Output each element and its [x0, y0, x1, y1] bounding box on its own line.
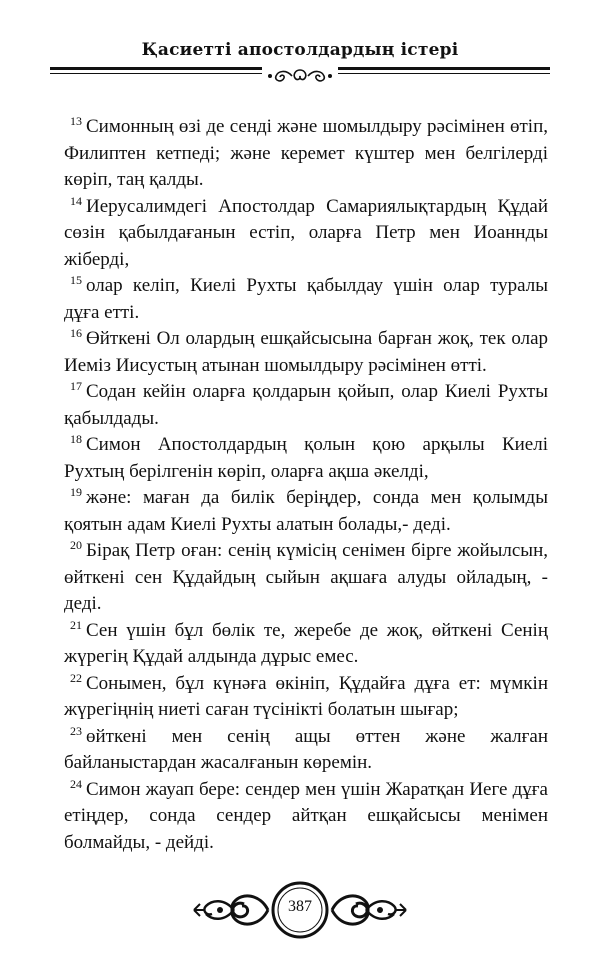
verse-15: [64, 273, 548, 326]
verse-number: 17: [70, 379, 82, 393]
verse-text: Өйткені Ол олардың ешқайсысына барған жоқ, тек олар Иеміз Иисустың атынан шомылдыру рәсімінен өтті.: [64, 328, 548, 376]
verse-24: [64, 777, 548, 857]
verse-number: 19: [70, 485, 82, 499]
verse-number: 24: [70, 776, 82, 791]
verse-text: өйткені мен сенің ащы өттен және жалған байланыстардан жасалғанын көремін.: [64, 725, 548, 773]
verse-text: Симонның өзі де сенді және шомылдыру рәсімінен өтіп, Филиптен кетпеді; және керемет күштер мен белгілерді көріп, таң қалды.: [64, 116, 548, 190]
verse-text: Сен үшін бұл бөлік те, жеребе де жоқ, өйткені Сенің жүрегің Құдай алдында дұрыс емес.: [64, 619, 548, 667]
verse-number: 21: [70, 617, 82, 632]
verse-text: және: маған да билік беріңдер, сонда мен қолымды қоятын адам Киелі Рухты алатын болады,- деді.: [64, 487, 548, 535]
verse-16: [64, 326, 548, 379]
verse-23: [64, 724, 548, 777]
verse-13: [64, 114, 548, 194]
verse-text: Иерусалимдегі Апостолдар Самариялықтардың Құдай сөзін қабылдағанын естіп, оларға Петр мен Иоаннды жіберді,: [64, 195, 548, 270]
verse-text: Содан кейін оларға қолдарын қойып, олар Киелі Рухты қабылдады.: [64, 381, 548, 429]
verse-number: 13: [70, 114, 82, 128]
verse-text: олар келіп, Киелі Рухты қабылдау үшін олар туралы дұға етті.: [64, 275, 548, 323]
verse-text: Бірақ Петр оған: сенің күмісің сенімен бірге жойылсын, өйткені сен Құдайдың сыйын ақшаға алуды ойладың, - деді.: [64, 540, 548, 614]
verse-20: [64, 538, 548, 618]
verse-22: [64, 671, 548, 724]
verse-17: [64, 379, 548, 432]
verse-text: Симон Апостолдардың қолын қою арқылы Киелі Рухтың берілгенін көріп, оларға ақша әкелді,: [64, 434, 548, 482]
verse-number: 16: [70, 326, 82, 340]
header-ornament-icon: [262, 66, 338, 86]
verse-14: [64, 194, 548, 274]
verse-19: [64, 485, 548, 538]
verse-text: Сонымен, бұл күнәға өкініп, Құдайға дұға ет: мүмкін жүрегіңнің ниеті саған түсінікті болатын шығар;: [64, 672, 548, 720]
page-title: Қасиетті апостолдардың істері: [141, 40, 459, 60]
verse-text: Симон жауап бере: сендер мен үшін Жаратқан Иеге дұға етіңдер, сонда сендер айтқан ешқайсысы менімен болмайды, - дейді.: [64, 778, 548, 853]
verse-number: 15: [70, 273, 82, 287]
verse-18: [64, 432, 548, 485]
verse-number: 20: [70, 538, 82, 552]
verse-number: 23: [70, 723, 82, 738]
verse-body: [64, 114, 548, 856]
page-number: 387: [288, 898, 312, 915]
verse-number: 22: [70, 670, 82, 685]
verse-number: 14: [70, 193, 82, 208]
verse-21: [64, 618, 548, 671]
verse-number: 18: [70, 432, 82, 446]
